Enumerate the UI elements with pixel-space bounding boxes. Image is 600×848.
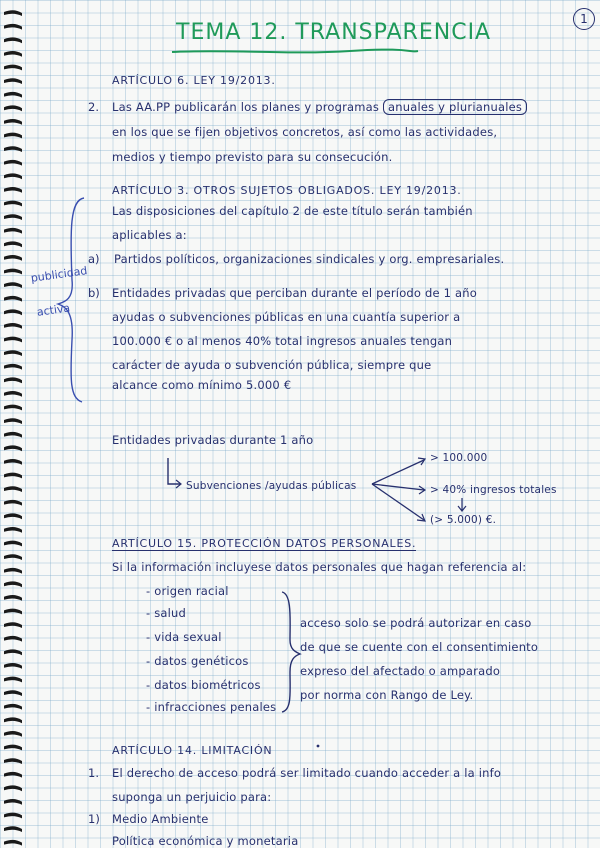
art6-item-marker: 2. — [88, 100, 99, 114]
art15-intro: Si la información incluyese datos personales que hagan referencia al: — [112, 560, 527, 574]
art3-b-marker: b) — [88, 286, 100, 300]
art15-item: - datos biométricos — [146, 678, 261, 692]
art15-right-brace — [282, 592, 300, 712]
diagram-line1: Entidades privadas durante 1 año — [112, 433, 314, 447]
art3-b-line: alcance como mínimo 5.000 € — [112, 378, 292, 392]
diagram-branch: > 40% ingresos totales — [430, 484, 557, 496]
art15-bracket-text: de que se cuente con el consentimiento — [300, 640, 539, 654]
art15-item: - vida sexual — [146, 630, 222, 644]
art6-line1-boxed: anuales y plurianuales — [383, 99, 527, 115]
diagram-l-arrow — [168, 458, 180, 484]
art15-heading: ARTÍCULO 15. PROTECCIÓN DATOS PERSONALES. — [112, 537, 417, 550]
art15-bracket-text: acceso solo se podrá autorizar en caso — [300, 616, 532, 630]
art14-line1: El derecho de acceso podrá ser limitado cuando acceder a la info — [112, 766, 502, 780]
art14-item-marker: 1. — [88, 766, 99, 780]
art3-b-line: 100.000 € o al menos 40% total ingresos anuales tengan — [112, 334, 453, 348]
page-number: 1 — [573, 8, 595, 30]
art14-sub-marker: 1) — [88, 812, 100, 826]
diagram-branch-arrow — [372, 460, 424, 484]
art6-line3: medios y tiempo previsto para su consecución. — [112, 150, 393, 164]
art15-bracket-text: por norma con Rango de Ley. — [300, 688, 474, 702]
art6-line2: en los que se fijen objetivos concretos, así como las actividades, — [112, 125, 498, 139]
art15-item: - origen racial — [146, 584, 229, 598]
art3-line2: aplicables a: — [112, 228, 187, 242]
diagram-down-arrow — [458, 498, 466, 511]
art3-b-line: Entidades privadas que perciban durante el período de 1 año — [112, 286, 477, 300]
diagram-branch: (> 5.000) €. — [430, 514, 497, 526]
art14-sub-text: Medio Ambiente — [112, 812, 209, 826]
page-title: TEMA 12. TRANSPARENCIA — [176, 20, 492, 45]
art14-heading: ARTÍCULO 14. LIMITACIÓN — [112, 744, 273, 757]
art14-cut-text: Política económica y monetaria — [112, 834, 299, 848]
diagram-arrow-label: Subvenciones /ayudas públicas — [186, 480, 357, 492]
art6-heading: ARTÍCULO 6. LEY 19/2013. — [112, 74, 276, 87]
art3-a-text: Partidos políticos, organizaciones sindicales y org. empresariales. — [114, 252, 505, 266]
art3-b-line: carácter de ayuda o subvención pública, siempre que — [112, 358, 432, 372]
art3-heading: ARTÍCULO 3. OTROS SUJETOS OBLIGADOS. LEY 19/2013. — [112, 184, 462, 197]
margin-note-activa: activa — [36, 301, 71, 319]
art3-line1: Las disposiciones del capítulo 2 de este título serán también — [112, 204, 473, 218]
diagram-branch: > 100.000 — [430, 452, 488, 464]
art14-line2: suponga un perjuicio para: — [112, 790, 272, 804]
margin-note-publicidad: publicidad — [30, 264, 89, 285]
art3-a-marker: a) — [88, 252, 100, 266]
art15-item: - datos genéticos — [146, 654, 249, 668]
art15-item: - salud — [146, 606, 187, 620]
left-brace — [58, 198, 84, 402]
art3-b-line: ayudas o subvenciones públicas en una cuantía superior a — [112, 310, 461, 324]
art6-line1-prefix: Las AA.PP publicarán los planes y programas — [112, 100, 380, 114]
art15-bracket-text: expreso del afectado o amparado — [300, 664, 501, 678]
art15-item: - infracciones penales — [146, 700, 277, 714]
